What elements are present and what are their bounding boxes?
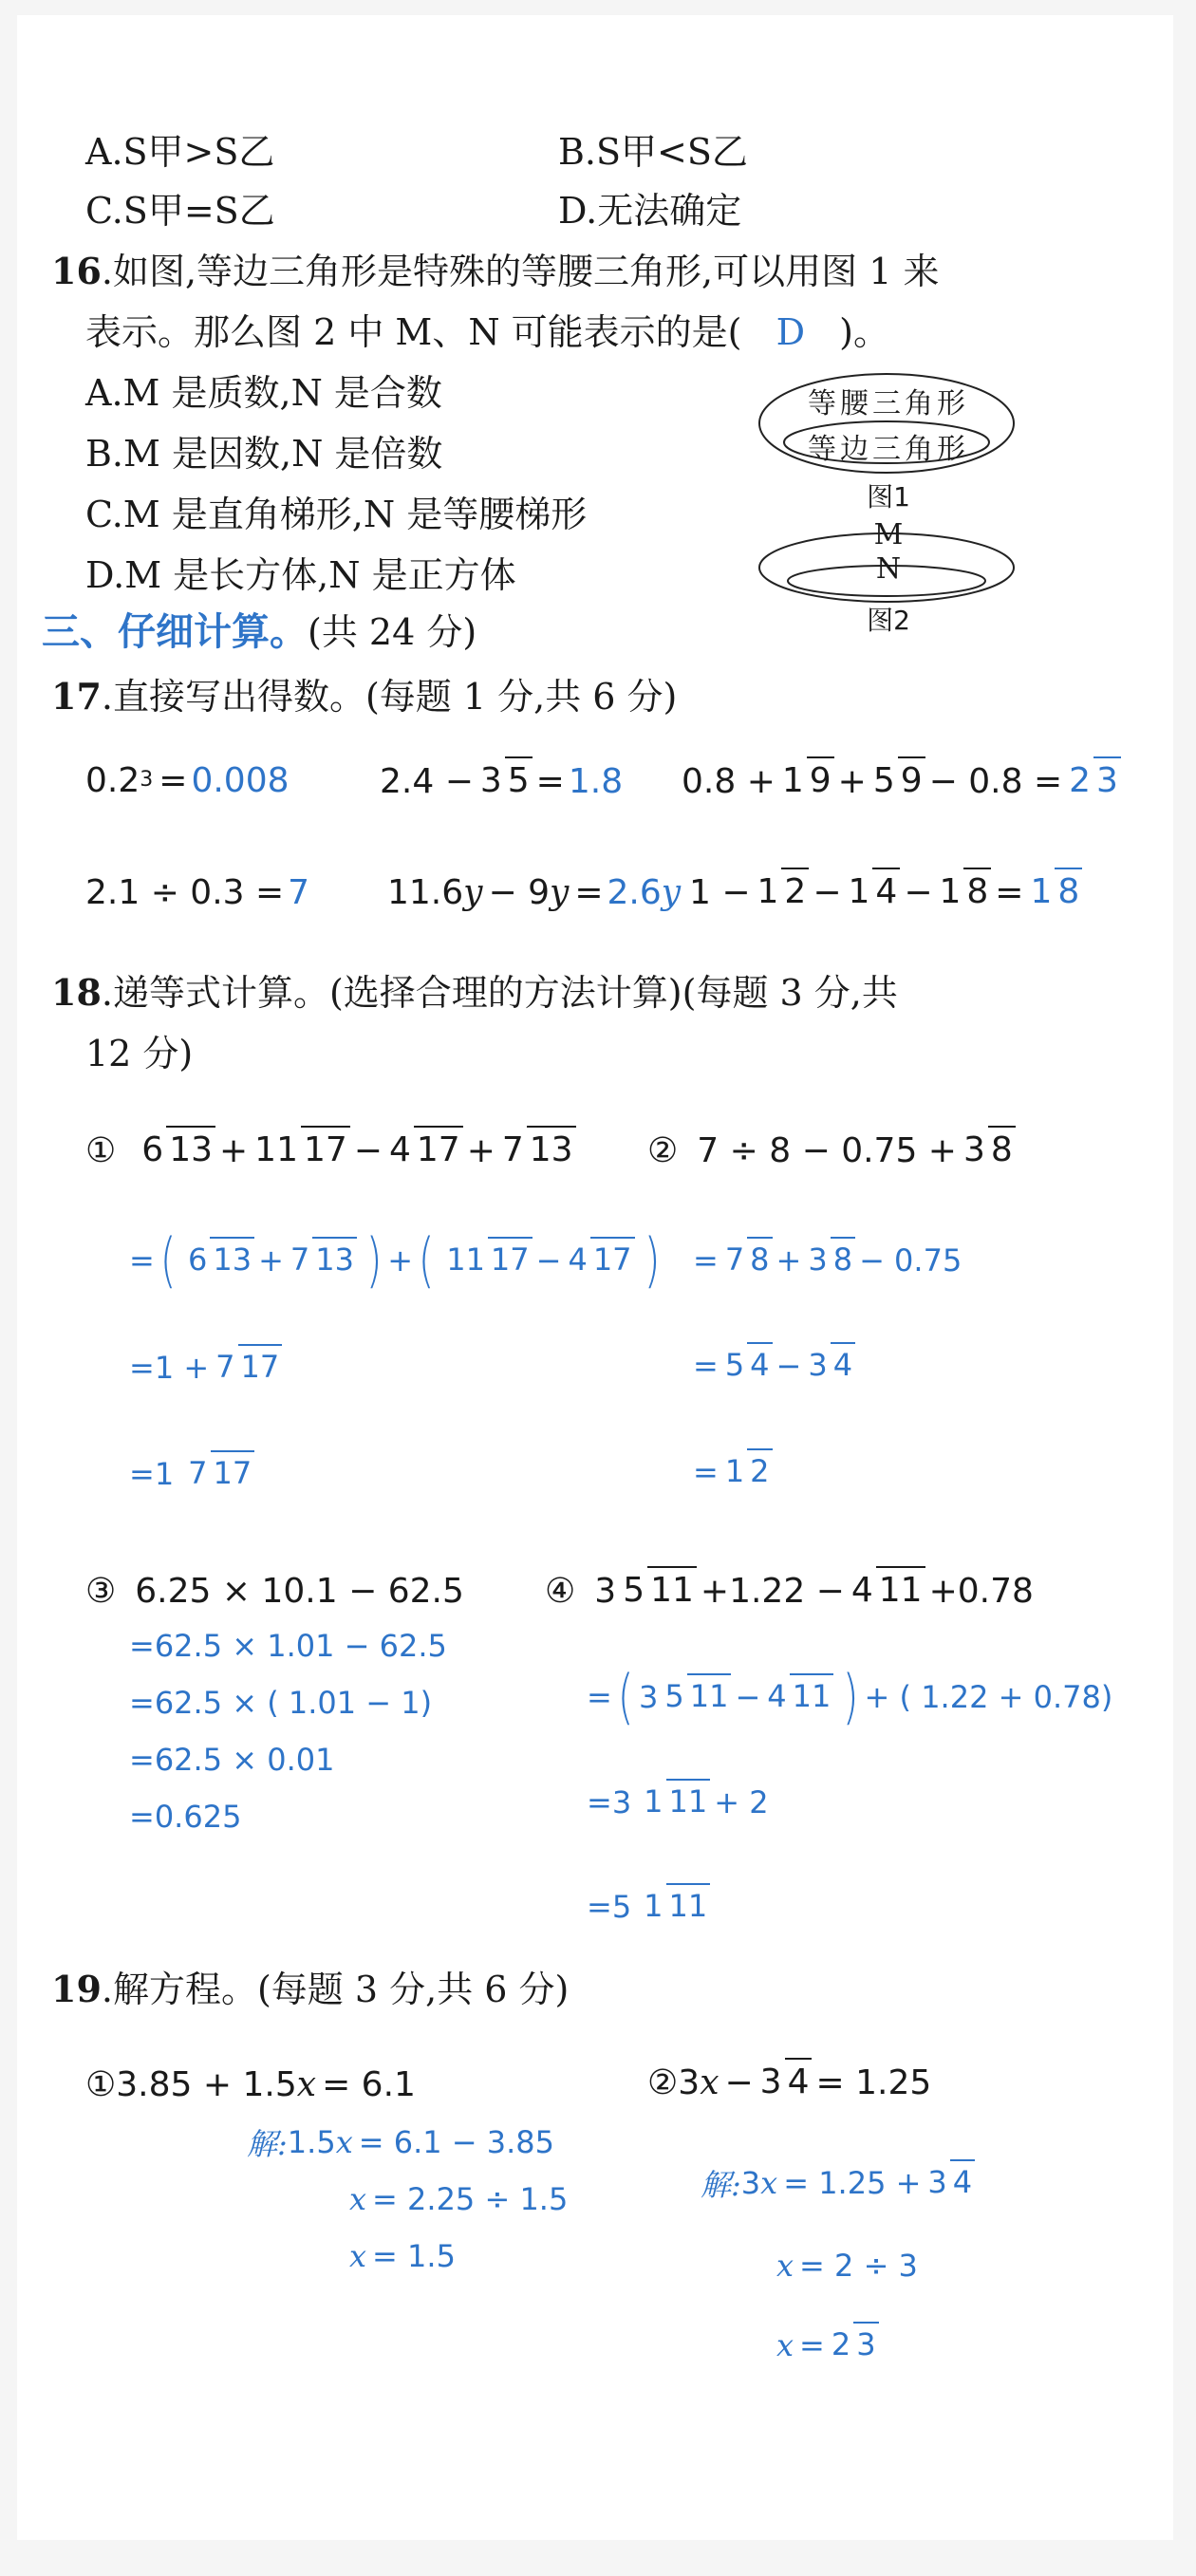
q17-e-part1: 11.6 — [387, 872, 464, 912]
q17-a-answer: 0.008 — [191, 760, 290, 800]
q17-f-frac1 — [755, 874, 810, 910]
q17-e-y2: y — [550, 872, 570, 912]
q18-p4-whole: 3 — [594, 1571, 617, 1611]
section3-heading — [42, 609, 477, 663]
q19-e2-expr-b: − — [724, 2063, 754, 2102]
q19-number: 19 — [51, 1968, 102, 2010]
q18-p4-step2: =3 1 11 + 2 — [587, 1760, 769, 1845]
q19-e2-solve-lead: 解: — [701, 2167, 741, 2203]
q17-f-d1: 2 — [781, 868, 809, 911]
q17-f-an: 1 — [1030, 872, 1053, 912]
q18-p4-s1-tail: + ( 1.22 + 0.78) — [864, 1679, 1113, 1715]
q18-p1-label: ① — [85, 1130, 117, 1170]
q19-e2-step1: 解: 3 x = 1.25 + 3 4 — [701, 2137, 979, 2229]
q17-e-y1: y — [463, 872, 483, 912]
q16-number: 16 — [51, 250, 102, 292]
q17-b-den: 5 — [505, 756, 533, 800]
q18-p3-step3: =62.5 × 0.01 — [129, 1742, 335, 1778]
q17-b-answer: 1.8 — [568, 761, 624, 801]
section3-title: 三、仔细计算。 — [42, 610, 308, 654]
q18-p2-step2: = 5 4 − 3 4 — [693, 1323, 859, 1409]
q17-number: 17 — [51, 675, 102, 718]
q18-p4-s3-whole: 5 — [611, 1889, 632, 1925]
q19-e2-expr-a: 3 — [678, 2063, 701, 2102]
q16-text1: .如图,等边三角形是特殊的等腰三角形,可以用图 1 来 — [101, 251, 940, 292]
q17-a-base: 0.2 — [85, 760, 140, 800]
q17-f-d2: 4 — [872, 868, 900, 911]
q19-title-line — [51, 1967, 569, 2012]
q19-e1-var: x — [296, 2064, 317, 2104]
q19-e1-expr-b: = 6.1 — [322, 2064, 416, 2104]
q18-p1-expr: ① 6 13 + 11 17 − 4 17 + 7 13 — [85, 1103, 580, 1198]
q18-p2-s1-tail: − 0.75 — [859, 1242, 962, 1279]
q19-eq1 — [85, 2056, 416, 2113]
q17-item-a: 0.2 3 = 0.008 — [85, 760, 290, 800]
q17-e-eq: = — [574, 872, 604, 912]
q18-p1-step3: =1 7 17 — [129, 1431, 258, 1517]
q16-option-a: A.M 是质数,N 是合数 — [85, 372, 442, 414]
fig2-inner-label: N — [875, 552, 902, 586]
q17-item-d — [85, 864, 309, 921]
q15-option-b: B.S甲<S乙 — [558, 131, 748, 173]
q17-c-lead: 0.8 + — [682, 761, 776, 801]
q18-p4-step3: = 5 1 11 — [587, 1864, 714, 1950]
q17-b-frac — [477, 763, 533, 799]
q18-number: 18 — [51, 971, 102, 1014]
q16-text2a: 表示。那么图 2 中 M、N 可能表示的是( — [85, 311, 742, 353]
q17-f-n1: 1 — [757, 872, 779, 912]
q17-f-frac2 — [846, 874, 901, 910]
q18-title1: .递等式计算。(选择合理的方法计算)(每题 3 分,共 — [101, 972, 898, 1014]
fig2-caption: 图2 — [867, 605, 910, 636]
q15-option-d: D.无法确定 — [558, 190, 742, 232]
q19-e1-label: ① — [85, 2064, 117, 2104]
q17-c-answer — [1066, 763, 1121, 799]
q16-line1 — [51, 249, 939, 294]
q18-p4-label: ④ — [545, 1571, 576, 1611]
q16-line2 — [85, 309, 889, 355]
q19-eq2: ② 3 x − 3 4 = 1.25 — [647, 2037, 931, 2128]
q17-item-c: 0.8 + 1 9 + 5 9 − 0.8 = 2 3 — [682, 738, 1125, 824]
q18-p2-label: ② — [647, 1130, 679, 1170]
q19-e1-step1 — [247, 2119, 554, 2166]
q17-f-answer — [1027, 874, 1082, 910]
q15-option-c: C.S甲=S乙 — [85, 190, 275, 232]
q19-e2-label: ② — [647, 2063, 679, 2102]
q16-answer: D — [776, 311, 806, 353]
q17-item-e — [387, 864, 681, 921]
q17-c-d2: 9 — [898, 756, 925, 800]
q19-e1-solve-lead: 解: — [247, 2126, 288, 2162]
q17-item-f: 1 − 1 2 − 1 4 − 1 8 = 1 8 — [689, 849, 1086, 936]
q17-f-n2: 1 — [848, 872, 870, 912]
fig1-inner-label: 等边三角形 — [808, 433, 969, 466]
q17-c-an: 2 — [1069, 761, 1092, 801]
q17-item-b: 2.4 − 3 5 = 1.8 — [380, 738, 623, 824]
q16-option-b: B.M 是因数,N 是倍数 — [85, 433, 443, 475]
q19-e2-s2: = 2 ÷ 3 — [799, 2248, 918, 2284]
q19-e1-s1a: 1.5 — [287, 2124, 336, 2160]
fig1-outer-label: 等腰三角形 — [808, 387, 969, 420]
q16-option-c: C.M 是直角梯形,N 是等腰梯形 — [85, 494, 588, 535]
section3-points: (共 24 分) — [308, 611, 477, 653]
q18-p2-text: 7 ÷ 8 − 0.75 + — [697, 1130, 957, 1170]
fig2-outer-label: M — [873, 518, 904, 551]
q19-e1-step2 — [349, 2175, 568, 2223]
q19-e2-s1-var: x — [760, 2165, 778, 2201]
q17-title-line — [51, 674, 677, 719]
q19-e1-s2-var: x — [349, 2181, 367, 2217]
q19-e2-step3: x = 2 3 — [776, 2303, 883, 2388]
q19-e2-step2 — [776, 2242, 918, 2289]
q17-c-ad: 3 — [1093, 756, 1121, 800]
q19-e2-expr-c: = 1.25 — [815, 2063, 932, 2102]
q17-d-answer: 7 — [288, 872, 310, 912]
q17-b-num: 3 — [479, 761, 502, 801]
q16-option-d: D.M 是长方体,N 是正方体 — [85, 554, 516, 596]
q18-p1-step1: = ( 6 13 + 7 13 ) + ( 11 17 − 4 17 ) — [129, 1225, 661, 1295]
q19-title: .解方程。(每题 3 分,共 6 分) — [101, 1969, 570, 2010]
q17-f-lead: 1 − — [689, 872, 751, 912]
q19-e2-s3-var: x — [776, 2327, 794, 2363]
q19-e1-s1-var: x — [335, 2124, 353, 2160]
q19-e1-s3-var: x — [349, 2238, 367, 2274]
q18-p2-step1: = 7 8 + 3 8 − 0.75 — [693, 1213, 962, 1308]
q17-b-lead: 2.4 − — [380, 761, 474, 801]
q18-p4-expr: ④ 3 5 11 +1.22 − 4 11 +0.78 — [545, 1545, 1034, 1636]
q17-e-answer-y: y — [661, 872, 682, 912]
q19-e1-s3: = 1.5 — [372, 2238, 456, 2274]
q17-f-n3: 1 — [939, 872, 962, 912]
q19-e1-expr-a: 3.85 + 1.5 — [116, 2064, 297, 2104]
q18-p3-step2: =62.5 × ( 1.01 − 1) — [129, 1685, 433, 1721]
q18-p3-expr — [85, 1562, 464, 1619]
q17-c-frac2 — [870, 763, 925, 799]
q16-text2b: )。 — [839, 311, 889, 353]
q19-e2-s3: = — [799, 2327, 825, 2363]
q17-title: .直接写出得数。(每题 1 分,共 6 分) — [101, 676, 678, 718]
q19-e1-s1b: = 6.1 − 3.85 — [358, 2124, 555, 2160]
q19-e2-var: x — [700, 2063, 719, 2102]
fig1-caption: 图1 — [867, 481, 910, 513]
q18-p3-step4: =0.625 — [129, 1799, 242, 1835]
q18-p1-step2: =1 + 7 17 — [129, 1325, 286, 1410]
q19-e1-step3 — [349, 2232, 456, 2280]
q19-e2-s2-var: x — [776, 2248, 794, 2284]
q17-f-d3: 8 — [963, 868, 991, 911]
q18-p4-s2-tail: + 2 — [714, 1784, 769, 1820]
q17-c-n1: 1 — [781, 761, 804, 801]
q19-e2-s1b: = 1.25 + — [783, 2165, 922, 2201]
q18-p2-step3: = 1 2 — [693, 1429, 776, 1515]
q19-e1-s2: = 2.25 ÷ 1.5 — [372, 2181, 569, 2217]
q17-f-ad: 8 — [1055, 868, 1082, 911]
q17-c-tail: − 0.8 = — [928, 761, 1063, 801]
q18-p3-step1: =62.5 × 1.01 − 62.5 — [129, 1628, 447, 1664]
q18-title-line2: 12 分) — [85, 1033, 194, 1074]
worksheet-page — [17, 15, 1173, 2540]
q17-e-part2: − 9 — [488, 872, 551, 912]
q17-c-n2: 5 — [872, 761, 895, 801]
q18-p2-expr: ② 7 ÷ 8 − 0.75 + 3 8 — [647, 1103, 1019, 1198]
q17-d-expr: 2.1 ÷ 0.3 = — [85, 872, 285, 912]
q15-option-a: A.S甲>S乙 — [85, 131, 275, 173]
q18-p4-step1: = ( 3 5 11 − 4 11 ) + ( 1.22 + 0.78) — [587, 1662, 1113, 1731]
q18-p3-text: 6.25 × 10.1 − 62.5 — [135, 1571, 464, 1611]
q17-f-frac3 — [936, 874, 991, 910]
q17-c-d1: 9 — [807, 756, 834, 800]
q18-p4-mid: +1.22 − — [700, 1571, 845, 1611]
q18-title-line1 — [51, 970, 898, 1016]
q18-p4-tail: +0.78 — [928, 1571, 1034, 1611]
q17-c-frac1 — [779, 763, 834, 799]
q17-e-answer: 2.6 — [607, 872, 662, 912]
q19-e2-s1a: 3 — [740, 2165, 761, 2201]
q18-p3-label: ③ — [85, 1571, 117, 1611]
